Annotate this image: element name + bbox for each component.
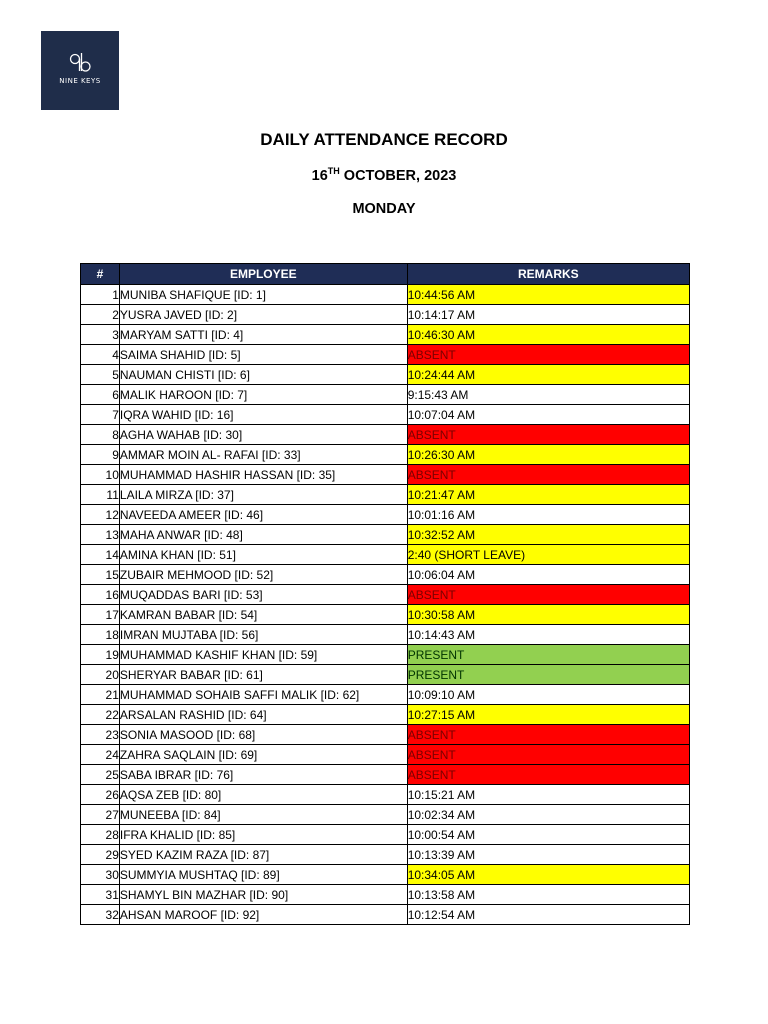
remark-cell: ABSENT xyxy=(407,425,689,445)
employee-name: MUHAMMAD HASHIR HASSAN [ID: 35] xyxy=(119,465,407,485)
row-number: 8 xyxy=(81,425,120,445)
employee-name: MARYAM SATTI [ID: 4] xyxy=(119,325,407,345)
remark-cell: ABSENT xyxy=(407,345,689,365)
remark-cell: ABSENT xyxy=(407,465,689,485)
employee-name: SABA IBRAR [ID: 76] xyxy=(119,765,407,785)
table-row xyxy=(81,765,690,785)
employee-name: ARSALAN RASHID [ID: 64] xyxy=(119,705,407,725)
table-row xyxy=(81,725,690,745)
table-row xyxy=(81,565,690,585)
row-number: 22 xyxy=(81,705,120,725)
employee-name: MALIK HAROON [ID: 7] xyxy=(119,385,407,405)
row-number: 29 xyxy=(81,845,120,865)
remark-cell: ABSENT xyxy=(407,725,689,745)
remark-cell: 10:06:04 AM xyxy=(407,565,689,585)
row-number: 31 xyxy=(81,885,120,905)
page-title: DAILY ATTENDANCE RECORD xyxy=(260,130,508,149)
employee-name: AHSAN MAROOF [ID: 92] xyxy=(119,905,407,925)
header-remarks: REMARKS xyxy=(407,264,689,285)
report-weekday: MONDAY xyxy=(352,201,416,217)
row-number: 16 xyxy=(81,585,120,605)
table-row xyxy=(81,505,690,525)
table-row xyxy=(81,545,690,565)
employee-name: AMINA KHAN [ID: 51] xyxy=(119,545,407,565)
row-number: 11 xyxy=(81,485,120,505)
table-row xyxy=(81,405,690,425)
employee-name: ZAHRA SAQLAIN [ID: 69] xyxy=(119,745,407,765)
remark-cell: 10:00:54 AM xyxy=(407,825,689,845)
table-row xyxy=(81,605,690,625)
nine-keys-logo-icon xyxy=(68,52,92,74)
remark-cell: 10:13:39 AM xyxy=(407,845,689,865)
date-rest: OCTOBER, 2023 xyxy=(339,168,457,184)
report-date xyxy=(0,166,768,184)
row-number: 13 xyxy=(81,525,120,545)
employee-name: SONIA MASOOD [ID: 68] xyxy=(119,725,407,745)
date-suffix: TH xyxy=(327,166,340,176)
employee-name: SAIMA SHAHID [ID: 5] xyxy=(119,345,407,365)
header-number: # xyxy=(81,264,120,285)
table-row xyxy=(81,345,690,365)
table-row xyxy=(81,325,690,345)
employee-name: LAILA MIRZA [ID: 37] xyxy=(119,485,407,505)
remark-cell: 10:32:52 AM xyxy=(407,525,689,545)
table-row xyxy=(81,785,690,805)
table-row xyxy=(81,645,690,665)
table-row xyxy=(81,685,690,705)
remark-cell: ABSENT xyxy=(407,585,689,605)
remark-cell: 10:02:34 AM xyxy=(407,805,689,825)
remark-cell: 10:21:47 AM xyxy=(407,485,689,505)
remark-cell: 10:01:16 AM xyxy=(407,505,689,525)
remark-cell: PRESENT xyxy=(407,665,689,685)
row-number: 25 xyxy=(81,765,120,785)
remark-cell: 10:15:21 AM xyxy=(407,785,689,805)
row-number: 23 xyxy=(81,725,120,745)
table-row xyxy=(81,885,690,905)
remark-cell: 9:15:43 AM xyxy=(407,385,689,405)
remark-cell: 10:14:43 AM xyxy=(407,625,689,645)
row-number: 5 xyxy=(81,365,120,385)
remark-cell: 10:14:17 AM xyxy=(407,305,689,325)
employee-name: NAVEEDA AMEER [ID: 46] xyxy=(119,505,407,525)
employee-name: MUHAMMAD KASHIF KHAN [ID: 59] xyxy=(119,645,407,665)
table-row xyxy=(81,525,690,545)
table-header-row xyxy=(81,264,690,285)
row-number: 4 xyxy=(81,345,120,365)
employee-name: AQSA ZEB [ID: 80] xyxy=(119,785,407,805)
employee-name: SHAMYL BIN MAZHAR [ID: 90] xyxy=(119,885,407,905)
table-row xyxy=(81,285,690,305)
table-row xyxy=(81,385,690,405)
remark-cell: 10:27:15 AM xyxy=(407,705,689,725)
row-number: 2 xyxy=(81,305,120,325)
table-row xyxy=(81,465,690,485)
employee-name: KAMRAN BABAR [ID: 54] xyxy=(119,605,407,625)
remark-cell: ABSENT xyxy=(407,745,689,765)
employee-name: IFRA KHALID [ID: 85] xyxy=(119,825,407,845)
table-row xyxy=(81,445,690,465)
employee-name: NAUMAN CHISTI [ID: 6] xyxy=(119,365,407,385)
employee-name: AMMAR MOIN AL- RAFAI [ID: 33] xyxy=(119,445,407,465)
row-number: 30 xyxy=(81,865,120,885)
row-number: 15 xyxy=(81,565,120,585)
remark-cell: 10:46:30 AM xyxy=(407,325,689,345)
remark-cell: ABSENT xyxy=(407,765,689,785)
employee-name: ZUBAIR MEHMOOD [ID: 52] xyxy=(119,565,407,585)
table-row xyxy=(81,425,690,445)
row-number: 9 xyxy=(81,445,120,465)
table-row xyxy=(81,745,690,765)
remark-cell: 10:44:56 AM xyxy=(407,285,689,305)
row-number: 21 xyxy=(81,685,120,705)
remark-cell: 10:24:44 AM xyxy=(407,365,689,385)
row-number: 19 xyxy=(81,645,120,665)
remark-cell: 10:13:58 AM xyxy=(407,885,689,905)
employee-name: IQRA WAHID [ID: 16] xyxy=(119,405,407,425)
table-row xyxy=(81,905,690,925)
employee-name: YUSRA JAVED [ID: 2] xyxy=(119,305,407,325)
table-row xyxy=(81,625,690,645)
attendance-table xyxy=(80,263,690,925)
row-number: 7 xyxy=(81,405,120,425)
row-number: 28 xyxy=(81,825,120,845)
row-number: 32 xyxy=(81,905,120,925)
employee-name: IMRAN MUJTABA [ID: 56] xyxy=(119,625,407,645)
row-number: 18 xyxy=(81,625,120,645)
row-number: 26 xyxy=(81,785,120,805)
table-row xyxy=(81,585,690,605)
table-row xyxy=(81,485,690,505)
table-row xyxy=(81,845,690,865)
table-row xyxy=(81,705,690,725)
row-number: 14 xyxy=(81,545,120,565)
row-number: 24 xyxy=(81,745,120,765)
date-day: 16 xyxy=(311,168,328,184)
employee-name: MUQADDAS BARI [ID: 53] xyxy=(119,585,407,605)
employee-name: MAHA ANWAR [ID: 48] xyxy=(119,525,407,545)
remark-cell: 2:40 (SHORT LEAVE) xyxy=(407,545,689,565)
remark-cell: 10:30:58 AM xyxy=(407,605,689,625)
table-row xyxy=(81,805,690,825)
header-employee: EMPLOYEE xyxy=(119,264,407,285)
remark-cell: 10:34:05 AM xyxy=(407,865,689,885)
remark-cell: 10:07:04 AM xyxy=(407,405,689,425)
employee-name: SYED KAZIM RAZA [ID: 87] xyxy=(119,845,407,865)
employee-name: MUNEEBA [ID: 84] xyxy=(119,805,407,825)
employee-name: SHERYAR BABAR [ID: 61] xyxy=(119,665,407,685)
table-row xyxy=(81,665,690,685)
employee-name: MUHAMMAD SOHAIB SAFFI MALIK [ID: 62] xyxy=(119,685,407,705)
employee-name: AGHA WAHAB [ID: 30] xyxy=(119,425,407,445)
remark-cell: 10:26:30 AM xyxy=(407,445,689,465)
remark-cell: 10:12:54 AM xyxy=(407,905,689,925)
row-number: 10 xyxy=(81,465,120,485)
table-row xyxy=(81,825,690,845)
table-row xyxy=(81,305,690,325)
row-number: 3 xyxy=(81,325,120,345)
row-number: 27 xyxy=(81,805,120,825)
row-number: 17 xyxy=(81,605,120,625)
row-number: 1 xyxy=(81,285,120,305)
employee-name: SUMMYIA MUSHTAQ [ID: 89] xyxy=(119,865,407,885)
row-number: 6 xyxy=(81,385,120,405)
table-row xyxy=(81,865,690,885)
logo-text: NINE KEYS xyxy=(59,77,101,85)
row-number: 12 xyxy=(81,505,120,525)
company-logo xyxy=(41,31,119,110)
remark-cell: 10:09:10 AM xyxy=(407,685,689,705)
table-row xyxy=(81,365,690,385)
remark-cell: PRESENT xyxy=(407,645,689,665)
row-number: 20 xyxy=(81,665,120,685)
employee-name: MUNIBA SHAFIQUE [ID: 1] xyxy=(119,285,407,305)
